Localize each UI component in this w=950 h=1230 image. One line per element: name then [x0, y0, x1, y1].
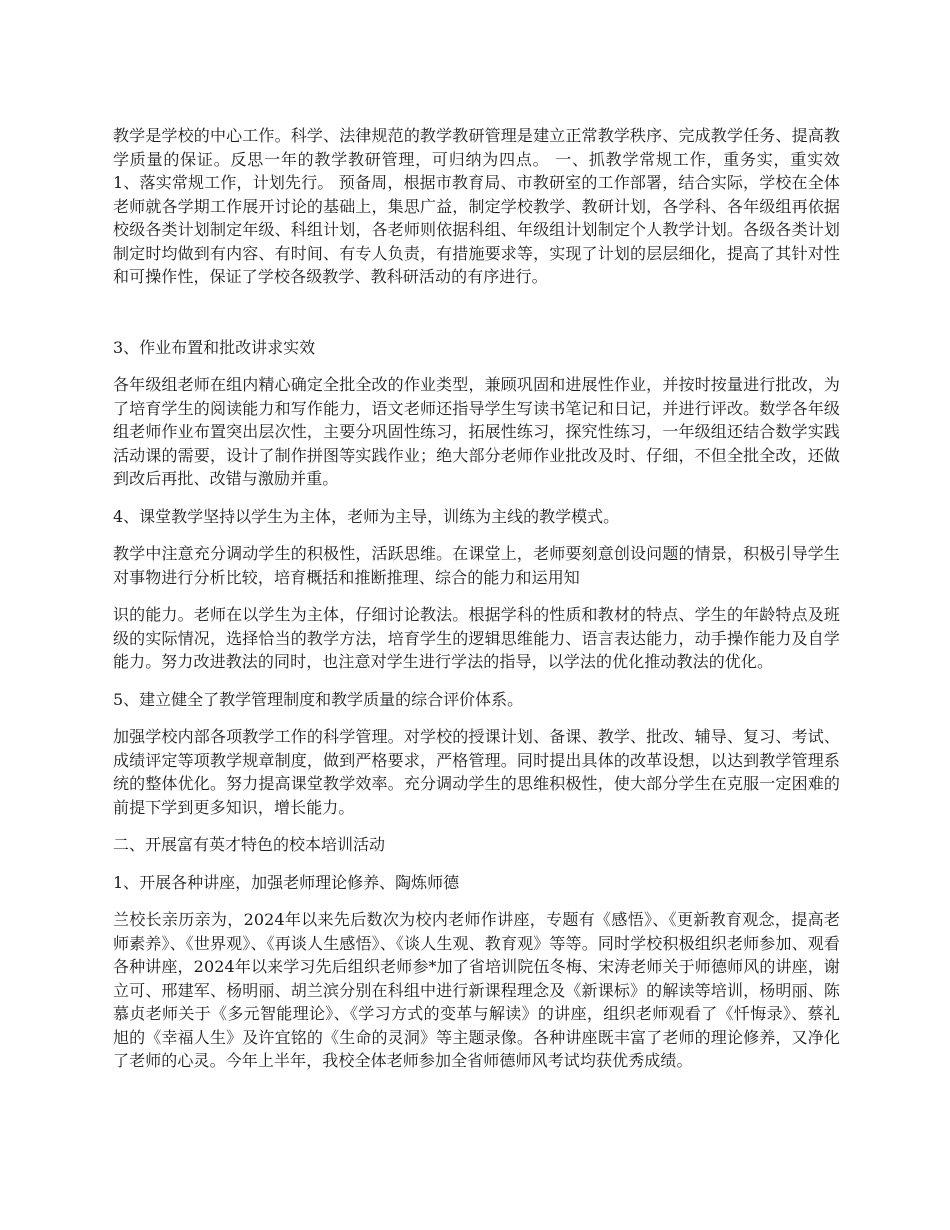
spacer — [113, 857, 840, 871]
spacer — [113, 674, 840, 688]
paragraph-management: 加强学校内部各项教学工作的科学管理。对学校的授课计划、备课、教学、批改、辅导、复习、考试、成绩评定等项教学规章制度，做到严格要求，严格管理。同时提出具体的改革设想，以达到教学管理系统的整体优化。努力提高课堂教学效率。充分调动学生的思维积极性，使大部分学生在克服一定困难的前提下学到更多知识，增长能力。 — [113, 727, 840, 817]
paragraph-lectures: 兰校长亲历亲为，2024年以来先后数次为校内老师作讲座，专题有《感悟》、《更新教育观念，提高老师素养》、《世界观》、《再谈人生感悟》、《谈人生观、教育观》等等。同时学校积极组织老师参加、观看各种讲座，2024年以来学习先后组织老师参*加了省培训院伍冬梅、宋涛老师关于师德师风的讲座，谢立可、邢建军、杨明丽、胡兰滨分别在科组中进行新课程理念及《新课标》的解读等培训，杨明丽、陈慕贞老师关于《多元智能理论》、《学习方式的变革与解读》的讲座，组织老师观看了《忏悔录》、蔡礼旭的《幸福人生》及许宜铭的《生命的灵洞》等主题录像。各种讲座既丰富了老师的理论修养，又净化了老师的心灵。今年上半年，我校全体老师参加全省师德师风考试均获优秀成绩。 — [113, 910, 840, 1070]
spacer — [113, 359, 840, 373]
paragraph-classroom-a: 教学中注意充分调动学生的积极性，活跃思维。在课堂上，老师要刻意创设问题的情景，积极引导学生对事物进行分析比较，培育概括和推断推理、综合的能力和运用知 — [113, 544, 840, 587]
paragraph-intro: 教学是学校的中心工作。科学、法律规范的教学教研管理是建立正常教学秩序、完成教学任务、提高教学质量的保证。反思一年的教学教研管理，可归纳为四点。 一、抓教学常规工作，重务实，重实效 1、落实常规工作，计划先行。 预备周，根据市教育局、市教研室的工作部署，结合实际，学校在全体老师就各学期工作展开讨论的基础上，集思广益，制定学校教学、教研计划，各学科、各年级组再依据校级各类计划制定年级、科组计划，各老师则依据科组、年级组计划制定个人教学计划。各级各类计划制定时均做到有内容、有时间、有专人负责，有措施要求等，实现了计划的层层细化，提高了其针对性和可操作性，保证了学校各级教学、教科研活动的有序进行。 — [113, 126, 840, 286]
heading-lectures: 1、开展各种讲座，加强老师理论修养、陶炼师德 — [113, 872, 460, 892]
spacer — [113, 711, 840, 725]
document-page — [113, 124, 840, 1073]
heading-section-two: 二、开展富有英才特色的校本培训活动 — [113, 835, 386, 854]
spacer — [113, 819, 840, 833]
heading-management: 5、建立健全了教学管理制度和教学质量的综合评价体系。 — [113, 689, 524, 709]
spacer — [113, 528, 840, 542]
paragraph-homework: 各年级组老师在组内精心确定全批全改的作业类型，兼顾巩固和进展性作业，并按时按量进行批改，为了培育学生的阅读能力和写作能力，语文老师还指导学生写读书笔记和日记，并进行评改。数学各年级组老师作业布置突出层次性，主要分巩固性练习，拓展性练习，探究性练习，一年级组还结合数学实践活动课的需要，设计了制作拼图等实践作业；绝大部分老师作业批改及时、仔细，不但全批全改，还做到改后再批、改错与激励并重。 — [113, 375, 840, 488]
spacer — [113, 491, 840, 505]
heading-classroom: 4、课堂教学坚持以学生为主体，老师为主导，训练为主线的教学模式。 — [113, 506, 620, 526]
heading-homework: 3、作业布置和批改讲求实效 — [113, 337, 316, 357]
spacer — [113, 589, 840, 603]
spacer — [113, 289, 840, 336]
paragraph-classroom-b: 识的能力。老师在以学生为主体，仔细讨论教法。根据学科的性质和教材的特点、学生的年龄特点及班级的实际情况，选择恰当的教学方法，培育学生的逻辑思维能力、语言表达能力，动手操作能力及自学能力。努力改进教法的同时，也注意对学生进行学法的指导，以学法的优化推动教法的优化。 — [113, 605, 840, 671]
spacer — [113, 894, 840, 908]
